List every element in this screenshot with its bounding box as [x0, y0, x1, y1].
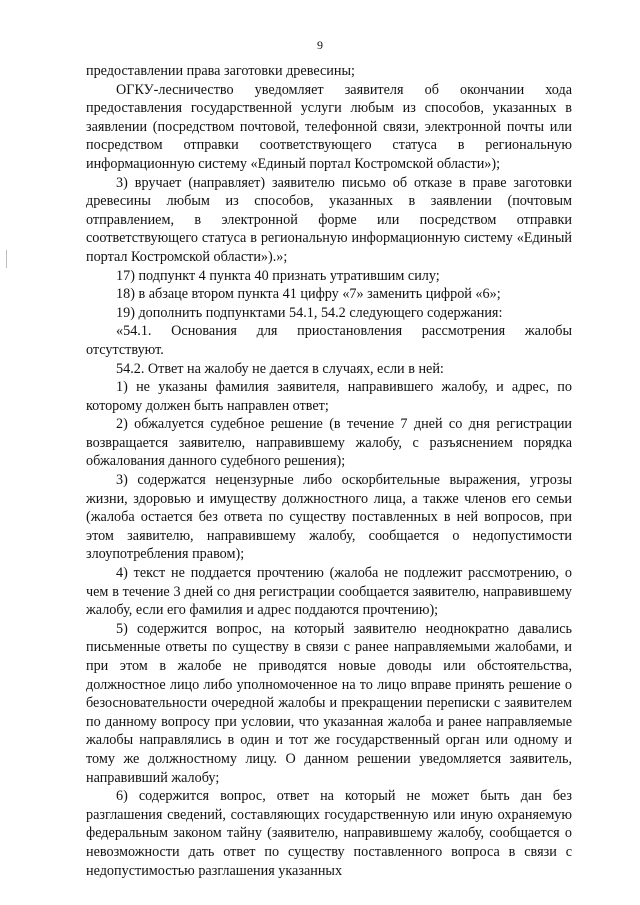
- paragraph-item-18: 18) в абзаце втором пункта 41 цифру «7» заменить цифрой «6»;: [116, 286, 501, 303]
- paragraph-case-3: 3) содержатся нецензурные либо оскорбительные выражения, угрозы жизни, здоровью и имуществу должностного лица, а также членов его семьи (жалоба остается без ответа по существу поставленных в ней вопросов, при этом заявителю, направившему жалобу, сообщается о недопустимости злоупотребления правом);: [86, 472, 572, 563]
- paragraph-case-6: 6) содержится вопрос, ответ на который не может быть дан без разглашения сведений, составляющих государственную или иную охраняемую федеральным законом тайну (заявителю, направившему жалобу, сообщается о невозможности дать ответ по существу поставленного вопроса в связи с недопустимостью разглашения указанных: [86, 788, 572, 879]
- paragraph-case-5: 5) содержится вопрос, на который заявителю неоднократно давались письменные ответы по существу в связи с ранее направляемыми жалобами, и при этом в жалобе не приводятся новые доводы или обстоятельства, должностное лицо либо уполномоченное на то лицо вправе принять решение о безосновательности очередной жалобы и прекращении переписки с заявителем по данному вопросу при условии, что указанная жалоба и ранее направляемые жалобы направлялись в один и тот же государственный орган или одному и тому же должностному лицу. О данном решении уведомляется заявитель, направивший жалобу;: [86, 620, 572, 786]
- paragraph-case-4: 4) текст не поддается прочтению (жалоба не подлежит рассмотрению, о чем в течение 3 дней со дня регистрации сообщается заявителю, направившему жалобу, если его фамилия и адрес поддаются прочтению);: [86, 565, 572, 619]
- paragraph-54-1: «54.1. Основания для приостановления рассмотрения жалобы отсутствуют.: [86, 323, 572, 358]
- paragraph-continuation: предоставлении права заготовки древесины;: [86, 63, 355, 79]
- document-body: [86, 62, 572, 880]
- paragraph-item-17: 17) подпункт 4 пункта 40 признать утратившим силу;: [116, 267, 440, 284]
- paragraph-item-19: 19) дополнить подпунктами 54.1, 54.2 следующего содержания:: [116, 304, 503, 321]
- paragraph-case-1: 1) не указаны фамилия заявителя, направившего жалобу, и адрес, по которому должен быть направлен ответ;: [86, 379, 572, 414]
- scan-margin-mark: [6, 250, 7, 268]
- paragraph-54-2: 54.2. Ответ на жалобу не дается в случаях, если в ней:: [116, 360, 444, 377]
- paragraph-item-3: 3) вручает (направляет) заявителю письмо об отказе в праве заготовки древесины любым из способов, указанных в заявлении (почтовым отправлением, в электронной форме или посредством отправки соответствующего статуса в региональную информационную систему «Единый портал Костромской области»).»;: [86, 174, 572, 265]
- page-number: 9: [317, 38, 323, 52]
- paragraph-notification: ОГКУ-лесничество уведомляет заявителя об окончании хода предоставления государственной услуги любым из способов, указанных в заявлении (посредством почтовой, телефонной связи, электронной почты или посредством отправки соответствующего статуса в региональную информационную систему «Единый портал Костромской области»);: [86, 81, 572, 172]
- paragraph-case-2: 2) обжалуется судебное решение (в течение 7 дней со дня регистрации возвращается заявителю, направившему жалобу, с разъяснением порядка обжалования данного судебного решения);: [86, 416, 572, 470]
